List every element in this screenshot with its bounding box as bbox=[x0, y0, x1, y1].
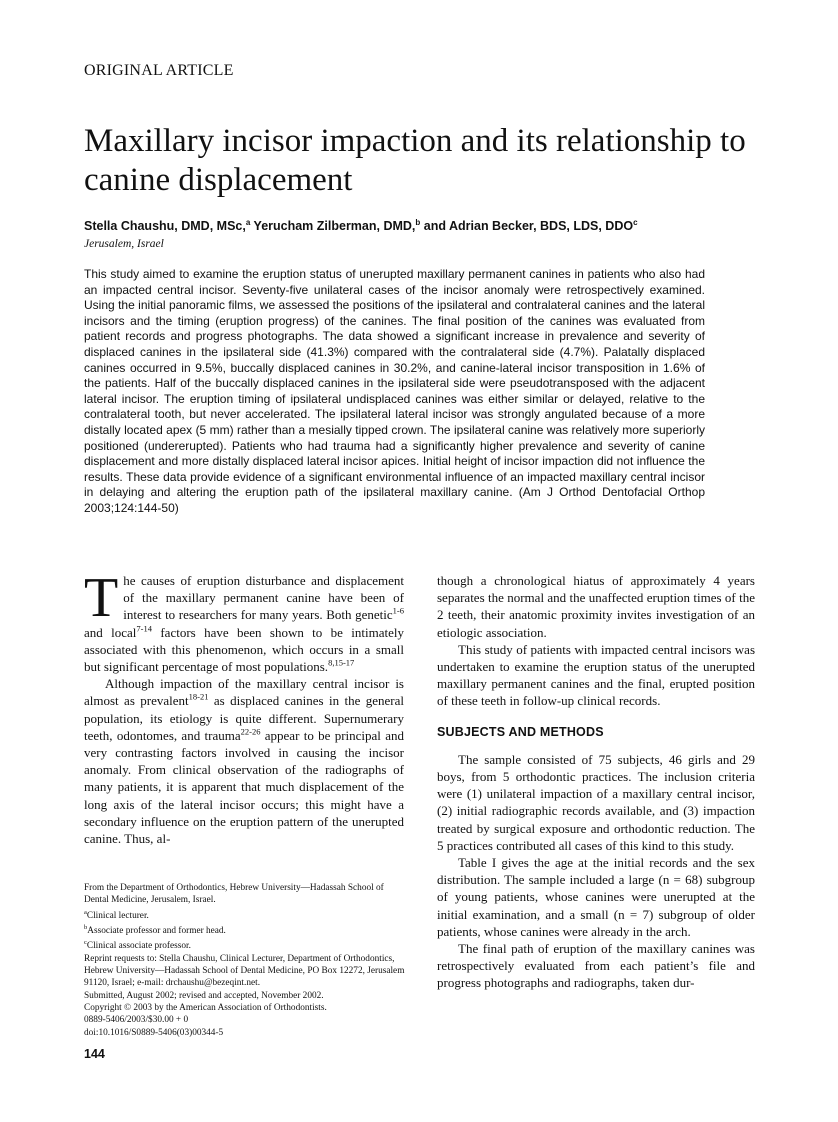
footnote-text: Associate professor and former head. bbox=[87, 926, 226, 937]
article-title: Maxillary incisor impaction and its relationship to canine displacement bbox=[84, 123, 746, 198]
body-column-left bbox=[84, 567, 405, 847]
footnote-mark: c bbox=[84, 939, 87, 947]
footnotes bbox=[84, 882, 406, 1039]
citation: 1-6 bbox=[392, 606, 404, 617]
author-1-affiliation-mark: a bbox=[245, 218, 251, 227]
author-line bbox=[84, 218, 774, 233]
section-heading-subjects-methods: SUBJECTS AND METHODS bbox=[437, 724, 604, 739]
citation: 22-26 bbox=[240, 726, 261, 737]
author-location: Jerusalem, Israel bbox=[84, 238, 164, 250]
body-paragraph: Table I gives the age at the initial records and the sex distribution. The sample included a large (n = 68) subgroup of young patients, whose canines were unerupted at the initial examination, and a small (n = 7) subgroup of older patients, whose canines were already in the arch. bbox=[437, 855, 755, 939]
body-column-right bbox=[437, 572, 755, 992]
citation: 18-21 bbox=[188, 692, 209, 703]
abstract: This study aimed to examine the eruption status of unerupted maxillary permanent canines in patients who also had an impacted central incisor. Seventy-five unilateral cases of the incisor anomaly were retrospectively examined. Using the initial panoramic films, we assessed the positions of the ipsilateral and contralateral canines and the lateral incisors and the timing (eruption progress) of the canines. The final position of the canines was evaluated from patient records and progress photographs. The data showed a significant increase in prevalence and severity of displaced canines in the ipsilateral side (41.3%) compared with the contralateral side (4.7%). Palatally displaced canines occurred in 9.5%, buccally displaced canines in 30.2%, and canine-lateral incisor transposition in 1.6% of the patients. Half of the buccally displaced canines in the ipsilateral side were pseudotransposed with the adjacent lateral incisor. The eruption timing of ipsilateral undisplaced canines was either similar or delayed, relative to the contralateral tooth, but never accelerated. The ipsilateral lateral incisor was strongly angulated because of a more distally located apex (5 mm) rather than a mesially tipped crown. The ipsilateral canine was relatively more superiorly positioned (undererupted). Patients who had trauma had a significantly higher prevalence and severity of canine displacement and more distally displaced lateral incisor apices. Initial height of incisor impaction did not influence the results. These data provide evidence of a significant environmental influence of an impacted maxillary central incisor in delaying and altering the eruption path of the ipsilateral maxillary canine. (Am J Orthod Dentofacial Orthop 2003;124:144-50) bbox=[84, 267, 705, 515]
body-paragraph bbox=[84, 567, 404, 675]
footnote-doi: doi:10.1016/S0889-5406(03)00344-5 bbox=[84, 1027, 224, 1038]
author-2-affiliation-mark: b bbox=[415, 218, 421, 227]
text-run: and local bbox=[84, 624, 137, 640]
text-run: as displaced canines in the general population, its etiology is quite different. Supernumerary teeth, odontomes, and trauma bbox=[84, 693, 405, 743]
footnote-b bbox=[84, 922, 406, 937]
author-3-affiliation-mark: c bbox=[633, 218, 638, 227]
body-paragraph: though a chronological hiatus of approximately 4 years separates the normal and the unaffected eruption times of the 2 teeth, their anatomic proximity invites investigation of an etiologic association. bbox=[437, 573, 755, 640]
footnote-mark: b bbox=[84, 923, 88, 931]
text-run: he causes of eruption disturbance and displacement of the maxillary permanent canine have been of interest to researchers for many years. Both genetic bbox=[123, 573, 404, 623]
text-run: Although impaction of the maxillary central incisor is almost as prevalent bbox=[84, 676, 404, 709]
footnote-text: Clinical lecturer. bbox=[86, 910, 149, 921]
section-label: ORIGINAL ARTICLE bbox=[84, 62, 234, 79]
text-run: factors have been shown to be intimately associated with this phenomenon, which occurs in a small but significant percentage of most populations. bbox=[84, 624, 404, 675]
footnote-affiliation: From the Department of Orthodontics, Hebrew University—Hadassah School of Dental Medicine, Jerusalem, Israel. bbox=[84, 883, 384, 906]
body-paragraph: The final path of eruption of the maxillary canines was retrospectively evaluated from each patient’s file and progress photographs and radiographs, taken dur- bbox=[437, 941, 755, 991]
footnote-issn: 0889-5406/2003/$30.00 + 0 bbox=[84, 1015, 189, 1026]
footnote-reprint-requests: Reprint requests to: Stella Chaushu, Clinical Lecturer, Department of Orthodontics, Hebrew University—Hadassah School of Dental Medicine, PO Box 12272, Jerusalem 91120, Israel; e-mail: drchaushu@bezeqint.net. bbox=[84, 953, 405, 989]
footnote-copyright: Copyright © 2003 by the American Association of Orthodontists. bbox=[84, 1002, 327, 1013]
author-3: and Adrian Becker, BDS, LDS, DDO bbox=[420, 219, 634, 234]
footnote-mark: a bbox=[84, 908, 87, 916]
footnote-a bbox=[84, 907, 406, 922]
body-paragraph bbox=[84, 675, 404, 847]
text-run: appear to be principal and very contrasting factors involved in causing the incisor anomaly. From clinical observation of the radiographs of many patients, it is apparent that much displacement of the long axis of the lateral incisor occurs; this might have a secondary influence on the eruption pattern of the unerupted canine. Thus, al- bbox=[84, 727, 404, 847]
body-paragraph: This study of patients with impacted central incisors was undertaken to examine the eruption status of the unerupted maxillary permanent canines and the final, erupted position of these teeth in follow-up clinical records. bbox=[437, 641, 755, 709]
footnote-submitted: Submitted, August 2002; revised and accepted, November 2002. bbox=[84, 990, 324, 1001]
author-1: Stella Chaushu, DMD, MSc, bbox=[84, 219, 246, 234]
page-number: 144 bbox=[84, 1047, 105, 1061]
author-2: Yerucham Zilberman, DMD, bbox=[250, 219, 416, 234]
citation: 7-14 bbox=[136, 623, 152, 634]
drop-cap: T bbox=[84, 567, 119, 629]
citation: 8,15-17 bbox=[328, 657, 355, 668]
footnote-c bbox=[84, 937, 406, 952]
footnote-text: Clinical associate professor. bbox=[86, 941, 191, 952]
body-paragraph: The sample consisted of 75 subjects, 46 girls and 29 boys, from 5 orthodontic practices. The inclusion criteria were (1) unilateral impaction of a maxillary central incisor, (2) initial radiographic records available, and (3) impaction treated by surgical exposure and orthodontic reduction. The 5 practices contributed all cases of this kind to this study. bbox=[437, 751, 755, 853]
